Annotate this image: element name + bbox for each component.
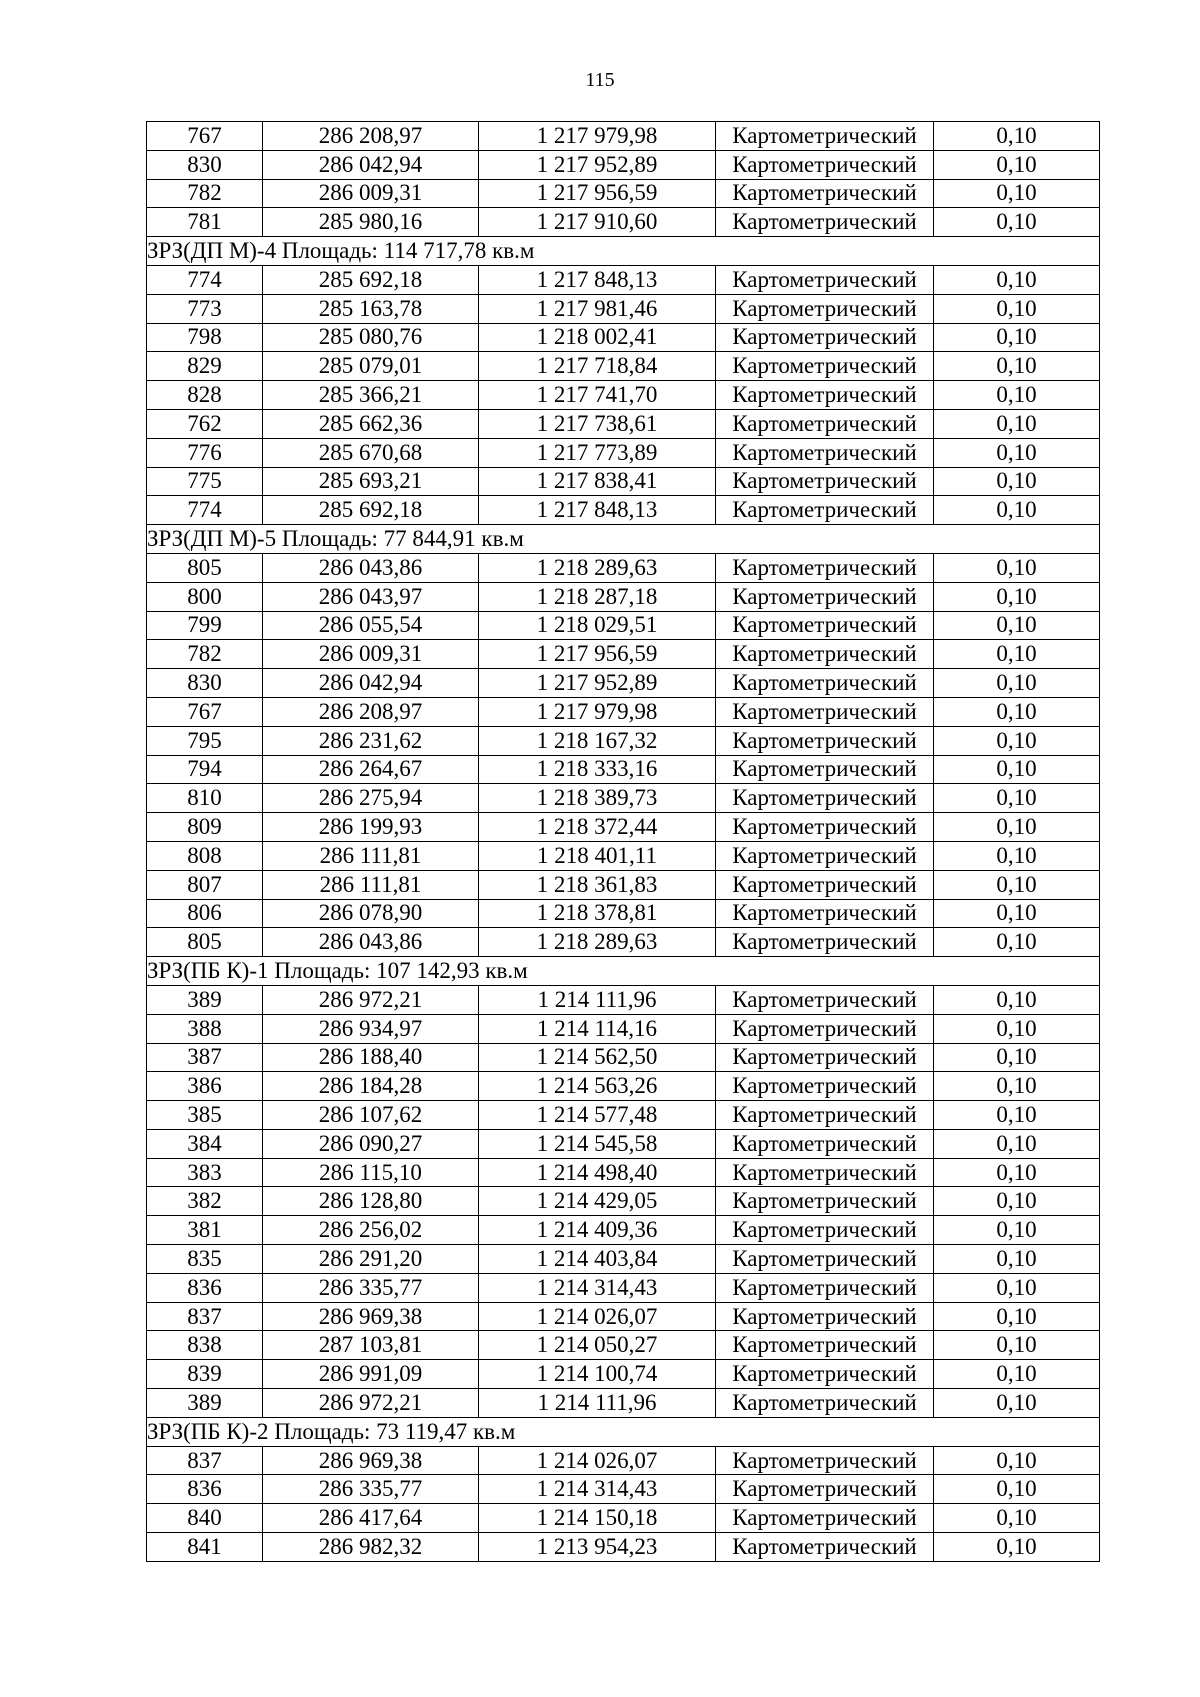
method-cell: Картометрический (716, 1216, 934, 1245)
table-row (147, 640, 1100, 669)
page-number: 115 (585, 69, 615, 91)
accuracy-cell: 0,10 (934, 784, 1100, 813)
table-row (147, 352, 1100, 381)
coordinate-x-cell: 286 231,62 (263, 726, 479, 755)
zone-header-row (147, 957, 1100, 986)
coordinate-x-cell: 286 111,81 (263, 841, 479, 870)
coordinate-x-cell: 285 366,21 (263, 381, 479, 410)
table-row (147, 122, 1100, 151)
accuracy-cell: 0,10 (934, 899, 1100, 928)
point-number-cell: 798 (147, 323, 263, 352)
coordinate-x-cell: 286 972,21 (263, 985, 479, 1014)
coordinate-x-cell: 286 043,97 (263, 582, 479, 611)
table-row (147, 813, 1100, 842)
table-row (147, 1043, 1100, 1072)
method-cell: Картометрический (716, 697, 934, 726)
coordinate-x-cell: 286 982,32 (263, 1533, 479, 1562)
coordinate-x-cell: 286 969,38 (263, 1302, 479, 1331)
table-row (147, 553, 1100, 582)
accuracy-cell: 0,10 (934, 1331, 1100, 1360)
table-row (147, 208, 1100, 237)
table-row (147, 928, 1100, 957)
coordinate-x-cell: 286 969,38 (263, 1446, 479, 1475)
point-number-cell: 795 (147, 726, 263, 755)
point-number-cell: 389 (147, 1389, 263, 1418)
method-cell: Картометрический (716, 1101, 934, 1130)
coordinate-x-cell: 285 163,78 (263, 294, 479, 323)
point-number-cell: 767 (147, 697, 263, 726)
zone-header-label: ЗРЗ(ДП М)-4 Площадь: 114 717,78 кв.м (147, 237, 1100, 266)
method-cell: Картометрический (716, 1389, 934, 1418)
coordinate-x-cell: 286 009,31 (263, 179, 479, 208)
coordinate-y-cell: 1 214 314,43 (479, 1273, 716, 1302)
point-number-cell: 782 (147, 640, 263, 669)
accuracy-cell: 0,10 (934, 1043, 1100, 1072)
coordinate-y-cell: 1 214 563,26 (479, 1072, 716, 1101)
method-cell: Картометрический (716, 611, 934, 640)
zone-header-row (147, 525, 1100, 554)
coordinates-table-body (147, 122, 1100, 1562)
method-cell: Картометрический (716, 1014, 934, 1043)
table-row (147, 1389, 1100, 1418)
point-number-cell: 385 (147, 1101, 263, 1130)
table-row (147, 381, 1100, 410)
accuracy-cell: 0,10 (934, 409, 1100, 438)
method-cell: Картометрический (716, 640, 934, 669)
point-number-cell: 841 (147, 1533, 263, 1562)
table-row (147, 467, 1100, 496)
accuracy-cell: 0,10 (934, 1302, 1100, 1331)
table-row (147, 985, 1100, 1014)
method-cell: Картометрический (716, 179, 934, 208)
point-number-cell: 775 (147, 467, 263, 496)
accuracy-cell: 0,10 (934, 1446, 1100, 1475)
accuracy-cell: 0,10 (934, 294, 1100, 323)
coordinate-y-cell: 1 218 029,51 (479, 611, 716, 640)
method-cell: Картометрический (716, 467, 934, 496)
coordinate-y-cell: 1 218 002,41 (479, 323, 716, 352)
coordinate-y-cell: 1 218 389,73 (479, 784, 716, 813)
accuracy-cell: 0,10 (934, 697, 1100, 726)
coordinate-y-cell: 1 217 979,98 (479, 122, 716, 151)
coordinate-x-cell: 285 662,36 (263, 409, 479, 438)
table-row (147, 150, 1100, 179)
accuracy-cell: 0,10 (934, 1158, 1100, 1187)
method-cell: Картометрический (716, 496, 934, 525)
accuracy-cell: 0,10 (934, 1072, 1100, 1101)
coordinate-x-cell: 286 090,27 (263, 1129, 479, 1158)
coordinate-y-cell: 1 218 167,32 (479, 726, 716, 755)
coordinate-y-cell: 1 217 979,98 (479, 697, 716, 726)
table-row (147, 1331, 1100, 1360)
coordinate-y-cell: 1 217 981,46 (479, 294, 716, 323)
coordinate-x-cell: 286 991,09 (263, 1360, 479, 1389)
table-row (147, 1302, 1100, 1331)
accuracy-cell: 0,10 (934, 1129, 1100, 1158)
point-number-cell: 767 (147, 122, 263, 151)
method-cell: Картометрический (716, 582, 934, 611)
method-cell: Картометрический (716, 1360, 934, 1389)
coordinate-x-cell: 286 043,86 (263, 553, 479, 582)
table-row (147, 294, 1100, 323)
point-number-cell: 781 (147, 208, 263, 237)
point-number-cell: 774 (147, 496, 263, 525)
table-row (147, 1446, 1100, 1475)
table-row (147, 323, 1100, 352)
coordinate-x-cell: 286 111,81 (263, 870, 479, 899)
accuracy-cell: 0,10 (934, 265, 1100, 294)
point-number-cell: 809 (147, 813, 263, 842)
point-number-cell: 800 (147, 582, 263, 611)
coordinate-y-cell: 1 214 100,74 (479, 1360, 716, 1389)
method-cell: Картометрический (716, 1158, 934, 1187)
zone-header-row (147, 237, 1100, 266)
accuracy-cell: 0,10 (934, 813, 1100, 842)
coordinate-x-cell: 286 335,77 (263, 1475, 479, 1504)
coordinate-y-cell: 1 218 378,81 (479, 899, 716, 928)
coordinate-x-cell: 286 275,94 (263, 784, 479, 813)
coordinates-table (146, 121, 1100, 1562)
accuracy-cell: 0,10 (934, 985, 1100, 1014)
coordinate-x-cell: 286 042,94 (263, 669, 479, 698)
point-number-cell: 383 (147, 1158, 263, 1187)
accuracy-cell: 0,10 (934, 1245, 1100, 1274)
point-number-cell: 838 (147, 1331, 263, 1360)
method-cell: Картометрический (716, 1475, 934, 1504)
table-row (147, 265, 1100, 294)
coordinate-y-cell: 1 214 111,96 (479, 985, 716, 1014)
table-row (147, 870, 1100, 899)
coordinate-x-cell: 286 042,94 (263, 150, 479, 179)
coordinate-x-cell: 286 043,86 (263, 928, 479, 957)
point-number-cell: 828 (147, 381, 263, 410)
method-cell: Картометрический (716, 784, 934, 813)
method-cell: Картометрический (716, 928, 934, 957)
coordinate-x-cell: 286 417,64 (263, 1504, 479, 1533)
table-row (147, 1360, 1100, 1389)
table-row (147, 496, 1100, 525)
point-number-cell: 389 (147, 985, 263, 1014)
table-row (147, 409, 1100, 438)
coordinate-x-cell: 285 693,21 (263, 467, 479, 496)
method-cell: Картометрический (716, 1331, 934, 1360)
coordinate-y-cell: 1 218 289,63 (479, 928, 716, 957)
coordinate-y-cell: 1 214 409,36 (479, 1216, 716, 1245)
coordinate-x-cell: 286 256,02 (263, 1216, 479, 1245)
point-number-cell: 830 (147, 669, 263, 698)
coordinate-y-cell: 1 218 333,16 (479, 755, 716, 784)
method-cell: Картометрический (716, 1043, 934, 1072)
coordinate-x-cell: 286 972,21 (263, 1389, 479, 1418)
zone-header-label: ЗРЗ(ПБ К)-2 Площадь: 73 119,47 кв.м (147, 1417, 1100, 1446)
point-number-cell: 762 (147, 409, 263, 438)
method-cell: Картометрический (716, 1446, 934, 1475)
coordinate-y-cell: 1 217 956,59 (479, 179, 716, 208)
accuracy-cell: 0,10 (934, 1360, 1100, 1389)
point-number-cell: 836 (147, 1475, 263, 1504)
method-cell: Картометрический (716, 985, 934, 1014)
coordinate-y-cell: 1 217 741,70 (479, 381, 716, 410)
method-cell: Картометрический (716, 409, 934, 438)
accuracy-cell: 0,10 (934, 208, 1100, 237)
point-number-cell: 840 (147, 1504, 263, 1533)
accuracy-cell: 0,10 (934, 1533, 1100, 1562)
coordinate-x-cell: 286 199,93 (263, 813, 479, 842)
method-cell: Картометрический (716, 150, 934, 179)
coordinate-x-cell: 286 055,54 (263, 611, 479, 640)
coordinate-y-cell: 1 217 952,89 (479, 150, 716, 179)
point-number-cell: 773 (147, 294, 263, 323)
coordinate-y-cell: 1 214 050,27 (479, 1331, 716, 1360)
point-number-cell: 830 (147, 150, 263, 179)
point-number-cell: 808 (147, 841, 263, 870)
point-number-cell: 386 (147, 1072, 263, 1101)
table-row (147, 1101, 1100, 1130)
coordinate-y-cell: 1 213 954,23 (479, 1533, 716, 1562)
coordinate-y-cell: 1 214 545,58 (479, 1129, 716, 1158)
table-row (147, 1245, 1100, 1274)
coordinate-x-cell: 285 670,68 (263, 438, 479, 467)
coordinate-y-cell: 1 217 738,61 (479, 409, 716, 438)
point-number-cell: 381 (147, 1216, 263, 1245)
method-cell: Картометрический (716, 1302, 934, 1331)
point-number-cell: 382 (147, 1187, 263, 1216)
method-cell: Картометрический (716, 323, 934, 352)
table-row (147, 1533, 1100, 1562)
coordinate-y-cell: 1 214 498,40 (479, 1158, 716, 1187)
coordinate-x-cell: 287 103,81 (263, 1331, 479, 1360)
table-row (147, 899, 1100, 928)
accuracy-cell: 0,10 (934, 1504, 1100, 1533)
coordinate-y-cell: 1 214 314,43 (479, 1475, 716, 1504)
coordinate-x-cell: 286 208,97 (263, 697, 479, 726)
table-row (147, 1475, 1100, 1504)
coordinate-y-cell: 1 217 718,84 (479, 352, 716, 381)
coordinate-y-cell: 1 214 111,96 (479, 1389, 716, 1418)
coordinate-y-cell: 1 217 956,59 (479, 640, 716, 669)
point-number-cell: 384 (147, 1129, 263, 1158)
coordinate-x-cell: 285 080,76 (263, 323, 479, 352)
coordinate-x-cell: 285 980,16 (263, 208, 479, 237)
coordinate-x-cell: 286 335,77 (263, 1273, 479, 1302)
coordinate-x-cell: 286 934,97 (263, 1014, 479, 1043)
table-row (147, 784, 1100, 813)
point-number-cell: 799 (147, 611, 263, 640)
coordinate-x-cell: 286 078,90 (263, 899, 479, 928)
table-row (147, 755, 1100, 784)
coordinate-y-cell: 1 217 952,89 (479, 669, 716, 698)
point-number-cell: 805 (147, 553, 263, 582)
coordinate-x-cell: 286 291,20 (263, 1245, 479, 1274)
accuracy-cell: 0,10 (934, 640, 1100, 669)
zone-header-label: ЗРЗ(ДП М)-5 Площадь: 77 844,91 кв.м (147, 525, 1100, 554)
coordinate-y-cell: 1 217 773,89 (479, 438, 716, 467)
accuracy-cell: 0,10 (934, 841, 1100, 870)
table-row (147, 841, 1100, 870)
accuracy-cell: 0,10 (934, 467, 1100, 496)
table-row (147, 669, 1100, 698)
coordinate-x-cell: 286 107,62 (263, 1101, 479, 1130)
accuracy-cell: 0,10 (934, 381, 1100, 410)
table-row (147, 438, 1100, 467)
accuracy-cell: 0,10 (934, 669, 1100, 698)
table-row (147, 1273, 1100, 1302)
coordinate-x-cell: 286 208,97 (263, 122, 479, 151)
coordinate-y-cell: 1 218 289,63 (479, 553, 716, 582)
method-cell: Картометрический (716, 1129, 934, 1158)
point-number-cell: 836 (147, 1273, 263, 1302)
point-number-cell: 774 (147, 265, 263, 294)
coordinate-y-cell: 1 214 114,16 (479, 1014, 716, 1043)
accuracy-cell: 0,10 (934, 1273, 1100, 1302)
table-row (147, 611, 1100, 640)
coordinate-x-cell: 286 128,80 (263, 1187, 479, 1216)
accuracy-cell: 0,10 (934, 496, 1100, 525)
table-row (147, 1158, 1100, 1187)
method-cell: Картометрический (716, 1533, 934, 1562)
accuracy-cell: 0,10 (934, 755, 1100, 784)
accuracy-cell: 0,10 (934, 122, 1100, 151)
point-number-cell: 829 (147, 352, 263, 381)
point-number-cell: 807 (147, 870, 263, 899)
coordinate-y-cell: 1 217 848,13 (479, 265, 716, 294)
coordinate-y-cell: 1 218 401,11 (479, 841, 716, 870)
coordinate-y-cell: 1 218 287,18 (479, 582, 716, 611)
point-number-cell: 387 (147, 1043, 263, 1072)
method-cell: Картометрический (716, 438, 934, 467)
table-row (147, 1216, 1100, 1245)
accuracy-cell: 0,10 (934, 553, 1100, 582)
point-number-cell: 782 (147, 179, 263, 208)
accuracy-cell: 0,10 (934, 438, 1100, 467)
accuracy-cell: 0,10 (934, 179, 1100, 208)
coordinate-y-cell: 1 214 403,84 (479, 1245, 716, 1274)
point-number-cell: 837 (147, 1446, 263, 1475)
table-row (147, 179, 1100, 208)
coordinate-y-cell: 1 217 838,41 (479, 467, 716, 496)
method-cell: Картометрический (716, 1273, 934, 1302)
coordinate-x-cell: 286 188,40 (263, 1043, 479, 1072)
coordinate-x-cell: 286 009,31 (263, 640, 479, 669)
accuracy-cell: 0,10 (934, 1187, 1100, 1216)
table-row (147, 1129, 1100, 1158)
accuracy-cell: 0,10 (934, 1216, 1100, 1245)
method-cell: Картометрический (716, 352, 934, 381)
coordinate-y-cell: 1 217 848,13 (479, 496, 716, 525)
method-cell: Картометрический (716, 813, 934, 842)
accuracy-cell: 0,10 (934, 582, 1100, 611)
point-number-cell: 794 (147, 755, 263, 784)
accuracy-cell: 0,10 (934, 150, 1100, 179)
accuracy-cell: 0,10 (934, 928, 1100, 957)
accuracy-cell: 0,10 (934, 726, 1100, 755)
method-cell: Картометрический (716, 1245, 934, 1274)
method-cell: Картометрический (716, 669, 934, 698)
coordinate-x-cell: 285 692,18 (263, 496, 479, 525)
coordinate-y-cell: 1 214 150,18 (479, 1504, 716, 1533)
method-cell: Картометрический (716, 841, 934, 870)
coordinate-y-cell: 1 214 577,48 (479, 1101, 716, 1130)
table-row (147, 582, 1100, 611)
coordinate-y-cell: 1 214 026,07 (479, 1302, 716, 1331)
coordinate-x-cell: 286 115,10 (263, 1158, 479, 1187)
method-cell: Картометрический (716, 899, 934, 928)
method-cell: Картометрический (716, 265, 934, 294)
table-row (147, 1014, 1100, 1043)
method-cell: Картометрический (716, 1072, 934, 1101)
accuracy-cell: 0,10 (934, 611, 1100, 640)
point-number-cell: 388 (147, 1014, 263, 1043)
method-cell: Картометрический (716, 122, 934, 151)
coordinate-y-cell: 1 218 361,83 (479, 870, 716, 899)
coordinate-y-cell: 1 217 910,60 (479, 208, 716, 237)
point-number-cell: 810 (147, 784, 263, 813)
method-cell: Картометрический (716, 870, 934, 899)
coordinate-x-cell: 285 079,01 (263, 352, 479, 381)
point-number-cell: 837 (147, 1302, 263, 1331)
method-cell: Картометрический (716, 294, 934, 323)
coordinate-y-cell: 1 218 372,44 (479, 813, 716, 842)
coordinate-y-cell: 1 214 562,50 (479, 1043, 716, 1072)
zone-header-row (147, 1417, 1100, 1446)
method-cell: Картометрический (716, 553, 934, 582)
method-cell: Картометрический (716, 726, 934, 755)
method-cell: Картометрический (716, 381, 934, 410)
point-number-cell: 776 (147, 438, 263, 467)
point-number-cell: 835 (147, 1245, 263, 1274)
point-number-cell: 805 (147, 928, 263, 957)
coordinate-x-cell: 286 184,28 (263, 1072, 479, 1101)
method-cell: Картометрический (716, 1187, 934, 1216)
table-row (147, 1504, 1100, 1533)
method-cell: Картометрический (716, 755, 934, 784)
method-cell: Картометрический (716, 1504, 934, 1533)
accuracy-cell: 0,10 (934, 1014, 1100, 1043)
table-row (147, 697, 1100, 726)
coordinate-y-cell: 1 214 429,05 (479, 1187, 716, 1216)
table-row (147, 726, 1100, 755)
accuracy-cell: 0,10 (934, 352, 1100, 381)
accuracy-cell: 0,10 (934, 1475, 1100, 1504)
point-number-cell: 806 (147, 899, 263, 928)
table-row (147, 1187, 1100, 1216)
accuracy-cell: 0,10 (934, 1101, 1100, 1130)
accuracy-cell: 0,10 (934, 870, 1100, 899)
method-cell: Картометрический (716, 208, 934, 237)
coordinate-y-cell: 1 214 026,07 (479, 1446, 716, 1475)
coordinate-x-cell: 286 264,67 (263, 755, 479, 784)
zone-header-label: ЗРЗ(ПБ К)-1 Площадь: 107 142,93 кв.м (147, 957, 1100, 986)
accuracy-cell: 0,10 (934, 323, 1100, 352)
accuracy-cell: 0,10 (934, 1389, 1100, 1418)
table-row (147, 1072, 1100, 1101)
coordinate-x-cell: 285 692,18 (263, 265, 479, 294)
point-number-cell: 839 (147, 1360, 263, 1389)
